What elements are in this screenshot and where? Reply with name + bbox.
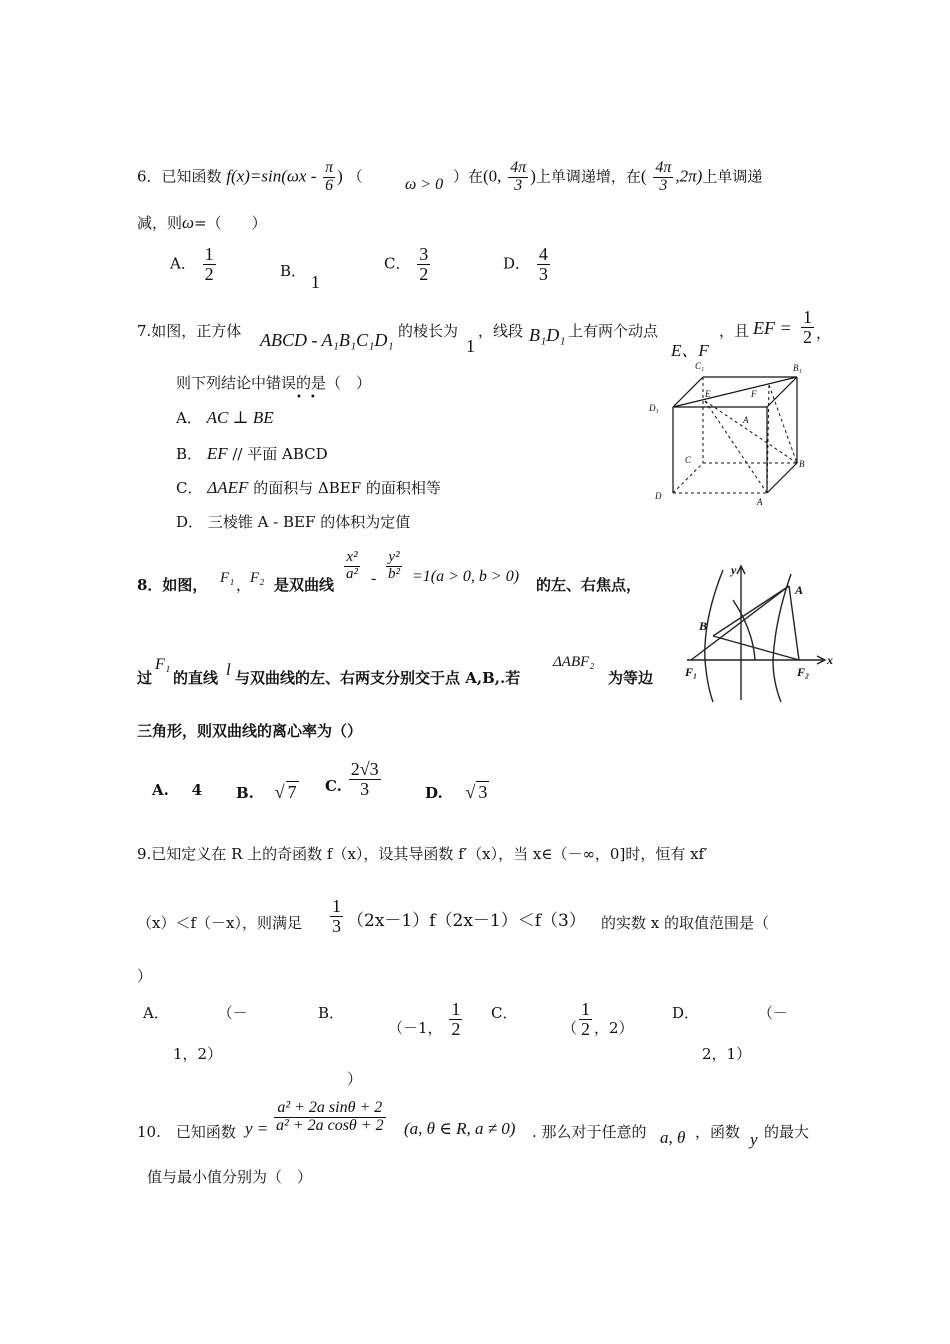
label-y: y: [731, 563, 737, 577]
q6-func-eq: =sin(ωx -: [249, 166, 317, 186]
q8-y2-over-b2: $\frac{\text{y²}}{\text{b²}}$: [388, 549, 400, 582]
q7-comma: ，: [816, 324, 832, 342]
q8-option-d[interactable]: D. √ 3: [425, 782, 488, 802]
q8-comma: ，: [236, 576, 252, 594]
label-A: A: [795, 583, 804, 597]
line-b-a: [713, 586, 789, 636]
edge-d1-c1-back: [673, 377, 703, 407]
q8-line2-d: 为等边: [608, 669, 654, 687]
seg-f-b: [769, 385, 797, 463]
q10-fraction: $\frac{\text{a² + 2a sinθ + 2}}{\text{a² + 2a cosθ + 2}}$: [276, 1099, 384, 1134]
q7-line2: 则下列结论中错误的是（ ）: [176, 374, 372, 392]
line-b-f2: [713, 636, 799, 660]
seg-e-a: [705, 401, 767, 493]
q6-pi-over-6: $\frac{\pi}{6}$: [325, 159, 334, 194]
q8-line2-b: 的直线: [173, 669, 219, 687]
label-F1: F₁: [685, 665, 698, 679]
q6-option-c[interactable]: C． $\frac{3}{2}$: [384, 244, 429, 284]
q9-option-b-close: ）: [347, 1070, 363, 1088]
q9-line2-a: （x）＜f（－x），则满足: [137, 914, 302, 932]
label-b: B: [799, 459, 805, 469]
edge-a-b: [767, 463, 797, 493]
q8-option-c[interactable]: C. $\frac{2√3}{3}$: [325, 759, 379, 799]
edge-d-c: [673, 463, 703, 493]
q7-cube: ABCD - A₁B₁C₁D₁: [260, 330, 394, 350]
q9-line1: 9.已知定义在 R 上的奇函数 f（x），设其导函数 f′（x），当 x∈（－∞，0]时，恒有 xf′: [137, 845, 708, 863]
q10-tail: 的最大: [764, 1123, 810, 1141]
q9-line3: ）: [137, 967, 153, 985]
q6-4pi-over-3: $\frac{4\pi}{3}$: [510, 159, 527, 194]
q6-line1-cont: ）在(0, $\frac{4\pi}{3}$ )上单调递增，在( $\frac{4\pi}{3}$ ,2π)上单调递: [453, 159, 763, 194]
q8-eq: =1(a > 0, b > 0): [412, 568, 520, 585]
q6-line1: 6．已知函数 f(x)=sin(ωx - $\frac{\pi}{6}$ ) （: [137, 159, 363, 194]
label-e: E: [705, 389, 711, 399]
inner-curve-left: [733, 600, 755, 660]
seg-e-b: [705, 401, 797, 463]
q6-func-lhs: f(x): [226, 166, 250, 186]
label-d1: D₁: [649, 403, 659, 413]
q7-option-b[interactable]: B． EF // 平面 ABCD: [176, 444, 328, 463]
q7-half: $\frac{1}{2}$: [803, 307, 812, 347]
q7-error-dots: ••: [296, 392, 324, 403]
right-branch: [773, 574, 791, 702]
label-x: x: [827, 653, 833, 667]
q7-cube-figure: [645, 355, 815, 510]
label-c1: C₁: [695, 361, 705, 371]
q6-omega-cond: ω > 0: [405, 176, 444, 193]
q10-func-text: ，函数: [695, 1123, 741, 1141]
q10-mid: . 那么对于任意的: [532, 1123, 647, 1141]
line-a-f2: [789, 586, 799, 660]
q9-one-third: $\frac{1}{3}$: [332, 896, 341, 936]
q10-prefix: 10. 已知函数: [137, 1123, 236, 1141]
q7-points: E、F: [671, 341, 709, 360]
q8-triangle: ΔABF₂: [553, 654, 595, 670]
q8-f2: F₂: [250, 570, 265, 586]
q8-line2-c: 与双曲线的左、右两支分别交于点 A,B,.若: [235, 669, 521, 687]
q10-y-eq: y =: [245, 1119, 269, 1138]
q9-option-d[interactable]: D． （－: [672, 1004, 788, 1022]
q8-prefix: 8．如图，: [137, 576, 208, 594]
label-F2: F₂: [797, 665, 810, 679]
q7-seg: B₁D₁: [529, 325, 566, 345]
q7-moving-text: 上有两个动点: [568, 322, 659, 340]
q7-edge-value: 1: [466, 336, 475, 356]
q8-f1: F₁: [220, 570, 235, 586]
q9-option-a-cont: 1，2）: [173, 1045, 223, 1063]
q7-line1: 7.如图，正方体: [137, 322, 242, 340]
q9-option-b-value: （－1， $\frac{1}{2}$: [388, 999, 461, 1039]
q9-option-b[interactable]: B．: [318, 1004, 345, 1022]
q8-hyperbola-figure: [683, 560, 853, 710]
q7-option-a[interactable]: A． AC ⊥ BE: [176, 408, 274, 427]
q10-vars: a, θ: [660, 1128, 686, 1147]
q8-line2-f1: F₁: [155, 656, 171, 673]
q10-cond: (a, θ ∈ R, a ≠ 0): [404, 1119, 516, 1138]
label-a: A: [757, 497, 763, 507]
q9-line2-b: （2x－1）f（2x－1）＜f（3）: [347, 911, 586, 931]
label-c: C: [685, 455, 692, 465]
q6-option-a[interactable]: A． $\frac{1}{2}$: [170, 244, 214, 284]
q8-line2-a: 过: [137, 669, 153, 687]
q9-line2-c: 的实数 x 的取值范围是（: [601, 914, 769, 932]
q7-edge-text: 的棱长为: [398, 322, 459, 340]
q8-x2-over-a2: $\frac{\text{x²}}{\text{a²}}$: [346, 549, 358, 582]
q7-and-text: ，且: [719, 322, 750, 340]
q6-option-b[interactable]: B． 1: [280, 262, 320, 292]
q7-ef: EF =: [753, 318, 792, 338]
diag-d1-b1: [673, 377, 797, 407]
q6-option-d[interactable]: D． $\frac{4}{3}$: [503, 244, 548, 284]
q10-line2: 值与最小值分别为（ ）: [147, 1168, 313, 1186]
q7-seg-text: ，线段: [478, 322, 524, 340]
q10-y: y: [750, 1130, 758, 1149]
label-f: F: [751, 389, 757, 399]
q8-minus: -: [371, 570, 377, 587]
q7-option-d[interactable]: D． 三棱锥 A - BEF 的体积为定值: [176, 513, 411, 531]
q7-option-c[interactable]: C． ΔAEF 的面积与 ΔBEF 的面积相等: [176, 478, 441, 497]
q9-option-c-value: （ $\frac{1}{2}$ ，2）: [562, 999, 634, 1039]
label-b1: B₁: [793, 363, 802, 373]
label-B: B: [699, 619, 708, 633]
q8-foci-text: 的左、右焦点，: [536, 576, 642, 594]
q6-4pi-over-3-b: $\frac{4\pi}{3}$: [655, 159, 672, 194]
q9-option-c[interactable]: C．: [491, 1004, 518, 1022]
q8-l: l: [226, 660, 231, 679]
q6-line2: 减，则ω=（ ）: [137, 213, 267, 232]
q8-option-a[interactable]: A. 4: [152, 781, 203, 799]
q9-option-d-cont: 2，1）: [702, 1045, 752, 1063]
label-a-inner: A: [743, 415, 749, 425]
q8-option-b[interactable]: B. √ 7: [236, 782, 297, 802]
label-d: D: [655, 491, 662, 501]
q8-is-text: 是双曲线: [274, 576, 335, 594]
q9-option-a[interactable]: A． （－: [143, 1004, 248, 1022]
q8-line3: 三角形，则双曲线的离心率为（）: [137, 722, 363, 740]
